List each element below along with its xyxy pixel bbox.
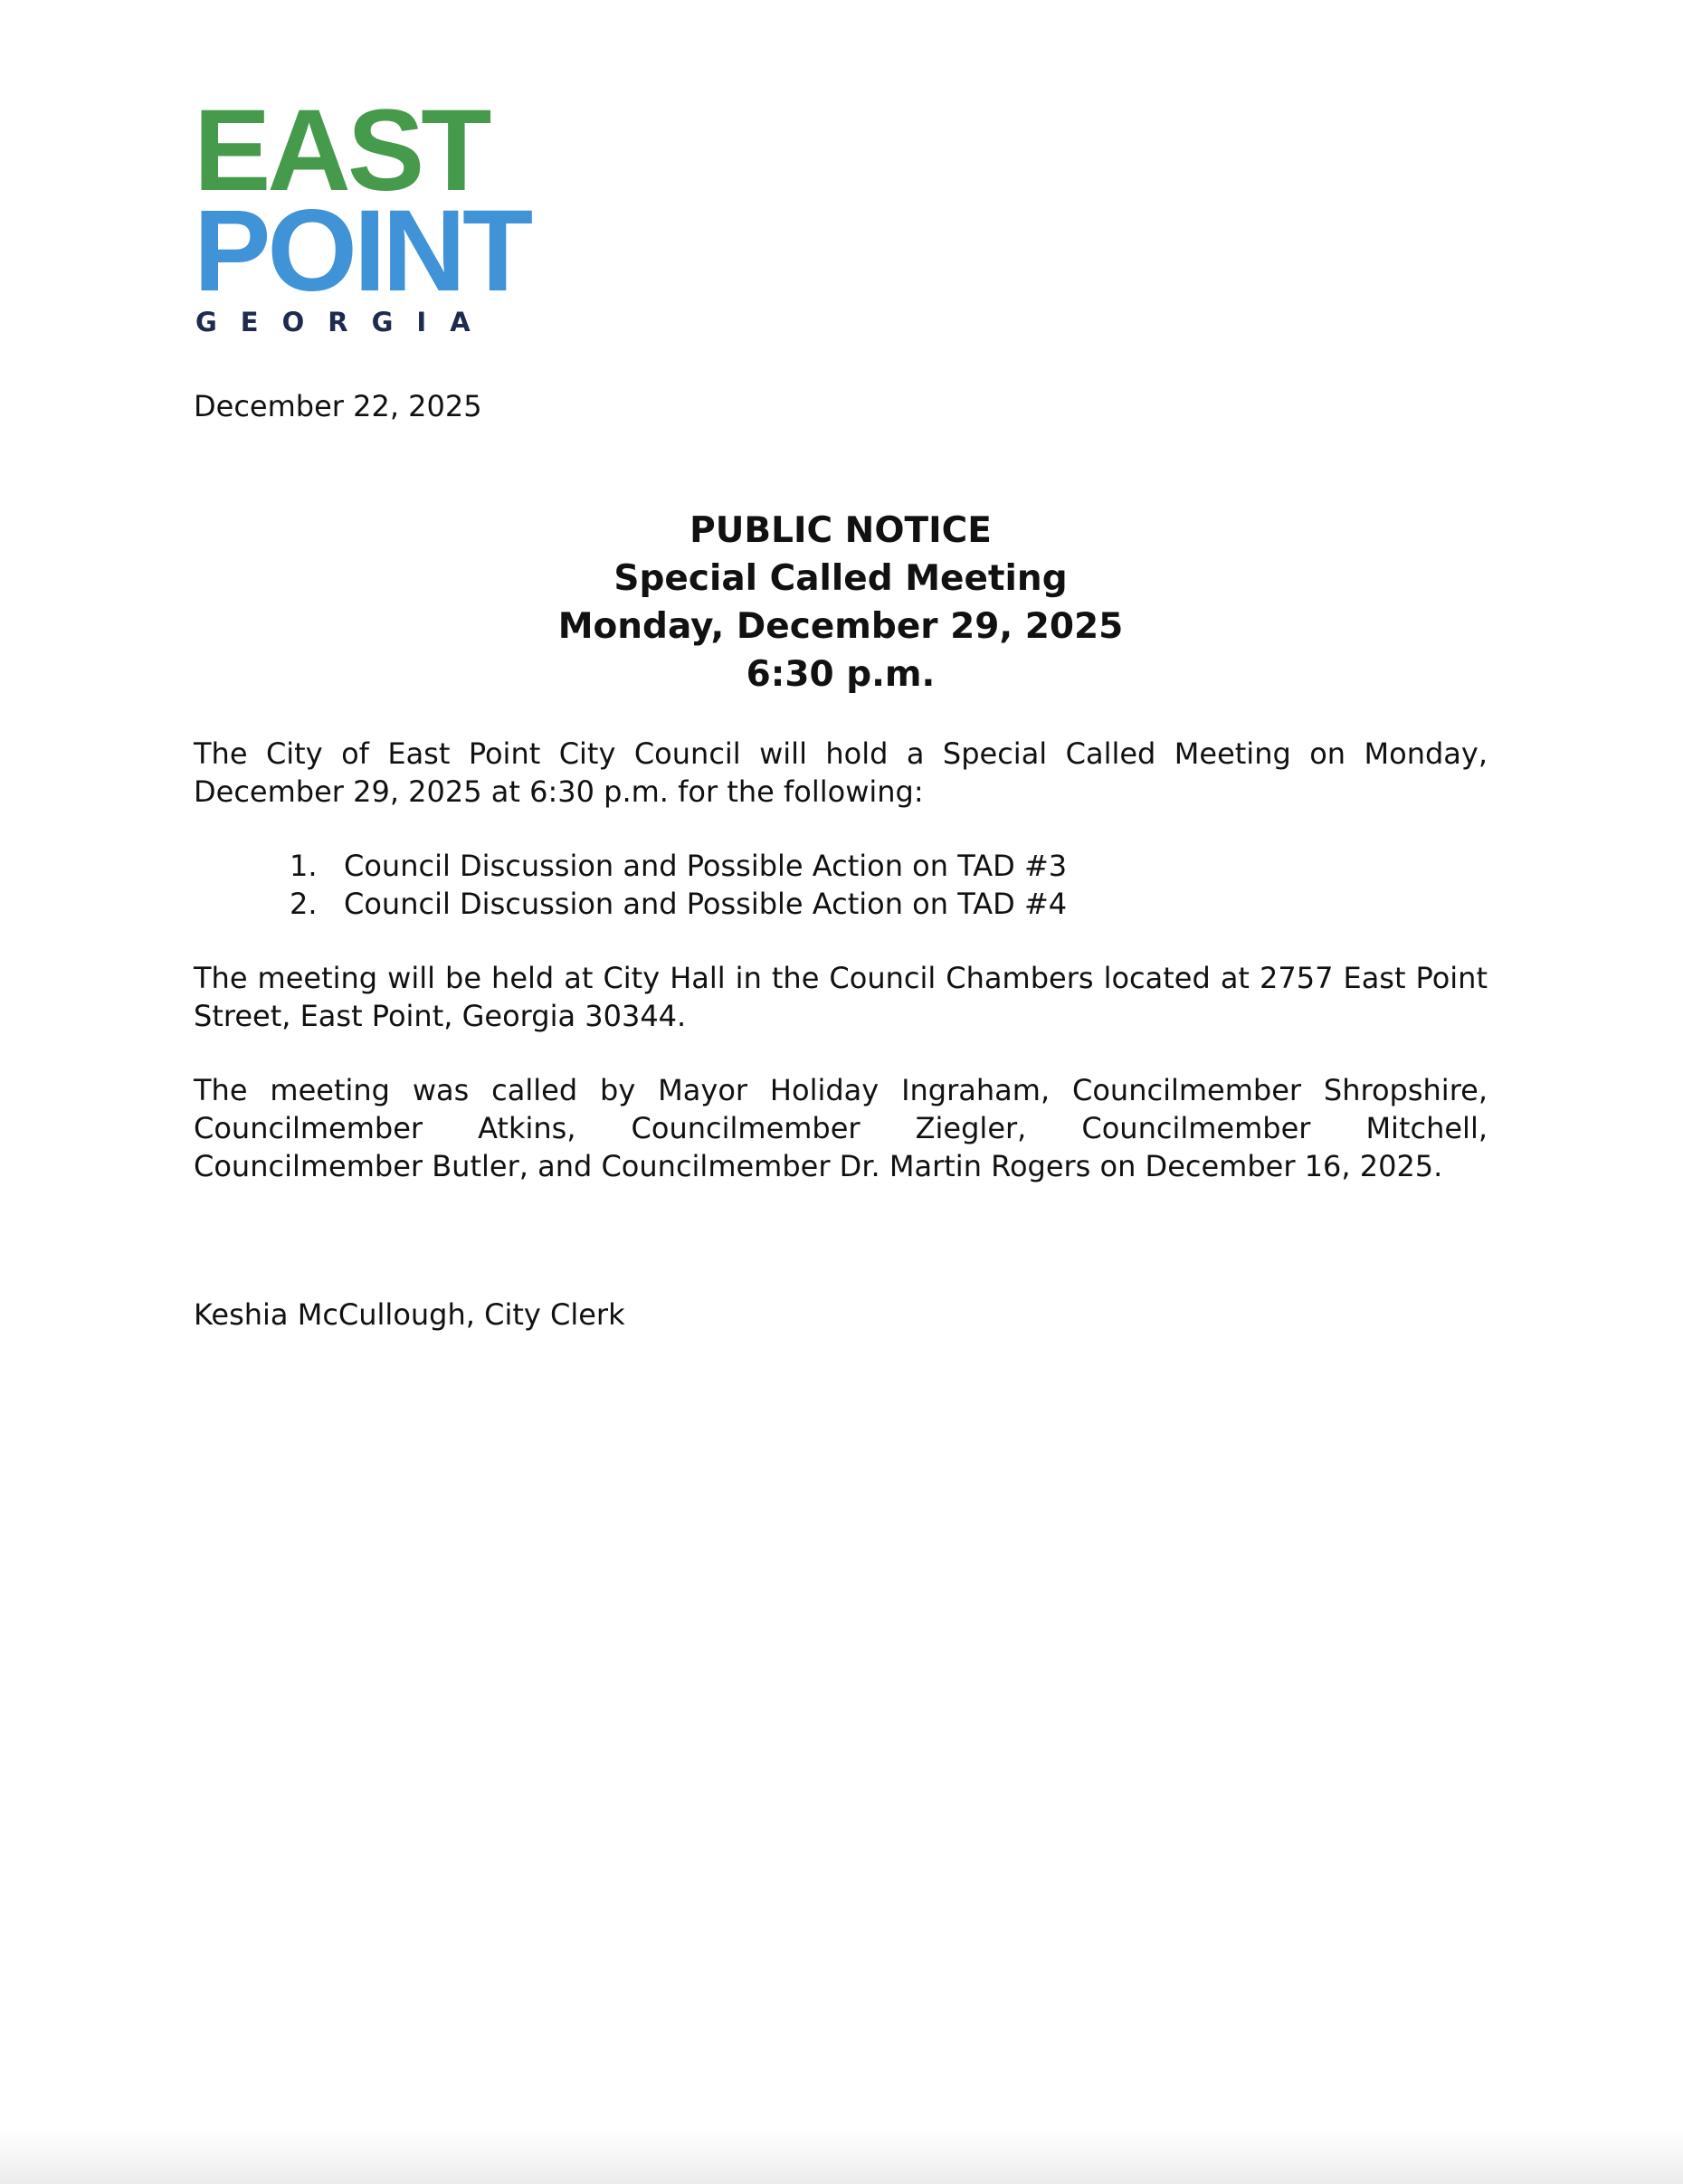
list-item-text: Council Discussion and Possible Action on TAD #3 bbox=[344, 849, 1068, 883]
agenda-list bbox=[290, 847, 1375, 923]
page-bottom-shadow bbox=[0, 2130, 1683, 2184]
meeting-date: Monday, December 29, 2025 bbox=[557, 606, 1124, 647]
meeting-time: 6:30 p.m. bbox=[746, 654, 936, 695]
notice-title: PUBLIC NOTICE bbox=[689, 510, 992, 551]
logo-point-text: POINT bbox=[194, 186, 530, 316]
list-item bbox=[290, 885, 1375, 923]
signature-line: Keshia McCullough, City Clerk bbox=[194, 1297, 625, 1332]
list-item-number: 2. bbox=[290, 887, 318, 921]
list-item-number: 1. bbox=[290, 849, 318, 883]
intro-paragraph: The City of East Point City Council will hold a Special Called Meeting on Monday, December 29, 2025 at 6:30 p.m. for the following: bbox=[194, 736, 1488, 809]
east-point-logo bbox=[194, 86, 547, 337]
meeting-type: Special Called Meeting bbox=[613, 558, 1068, 599]
logo-georgia-text: GEORGIA bbox=[195, 307, 494, 337]
letter-date: December 22, 2025 bbox=[194, 389, 482, 423]
logo-east-text: EAST bbox=[194, 86, 489, 215]
location-paragraph: The meeting will be held at City Hall in the Council Chambers located at 2757 East Point Street, East Point, Georgia 30344. bbox=[194, 961, 1488, 1033]
notice-heading-block bbox=[194, 507, 1488, 698]
list-item-text: Council Discussion and Possible Action on TAD #4 bbox=[344, 887, 1068, 921]
list-item bbox=[290, 847, 1375, 885]
called-by-paragraph: The meeting was called by Mayor Holiday Ingraham, Councilmember Shropshire, Councilmember Atkins, Councilmember Ziegler, Councilmember Mitchell, Councilmember Butler, and Councilmember Dr. Martin Rogers on December 16, 2025. bbox=[194, 1073, 1488, 1183]
